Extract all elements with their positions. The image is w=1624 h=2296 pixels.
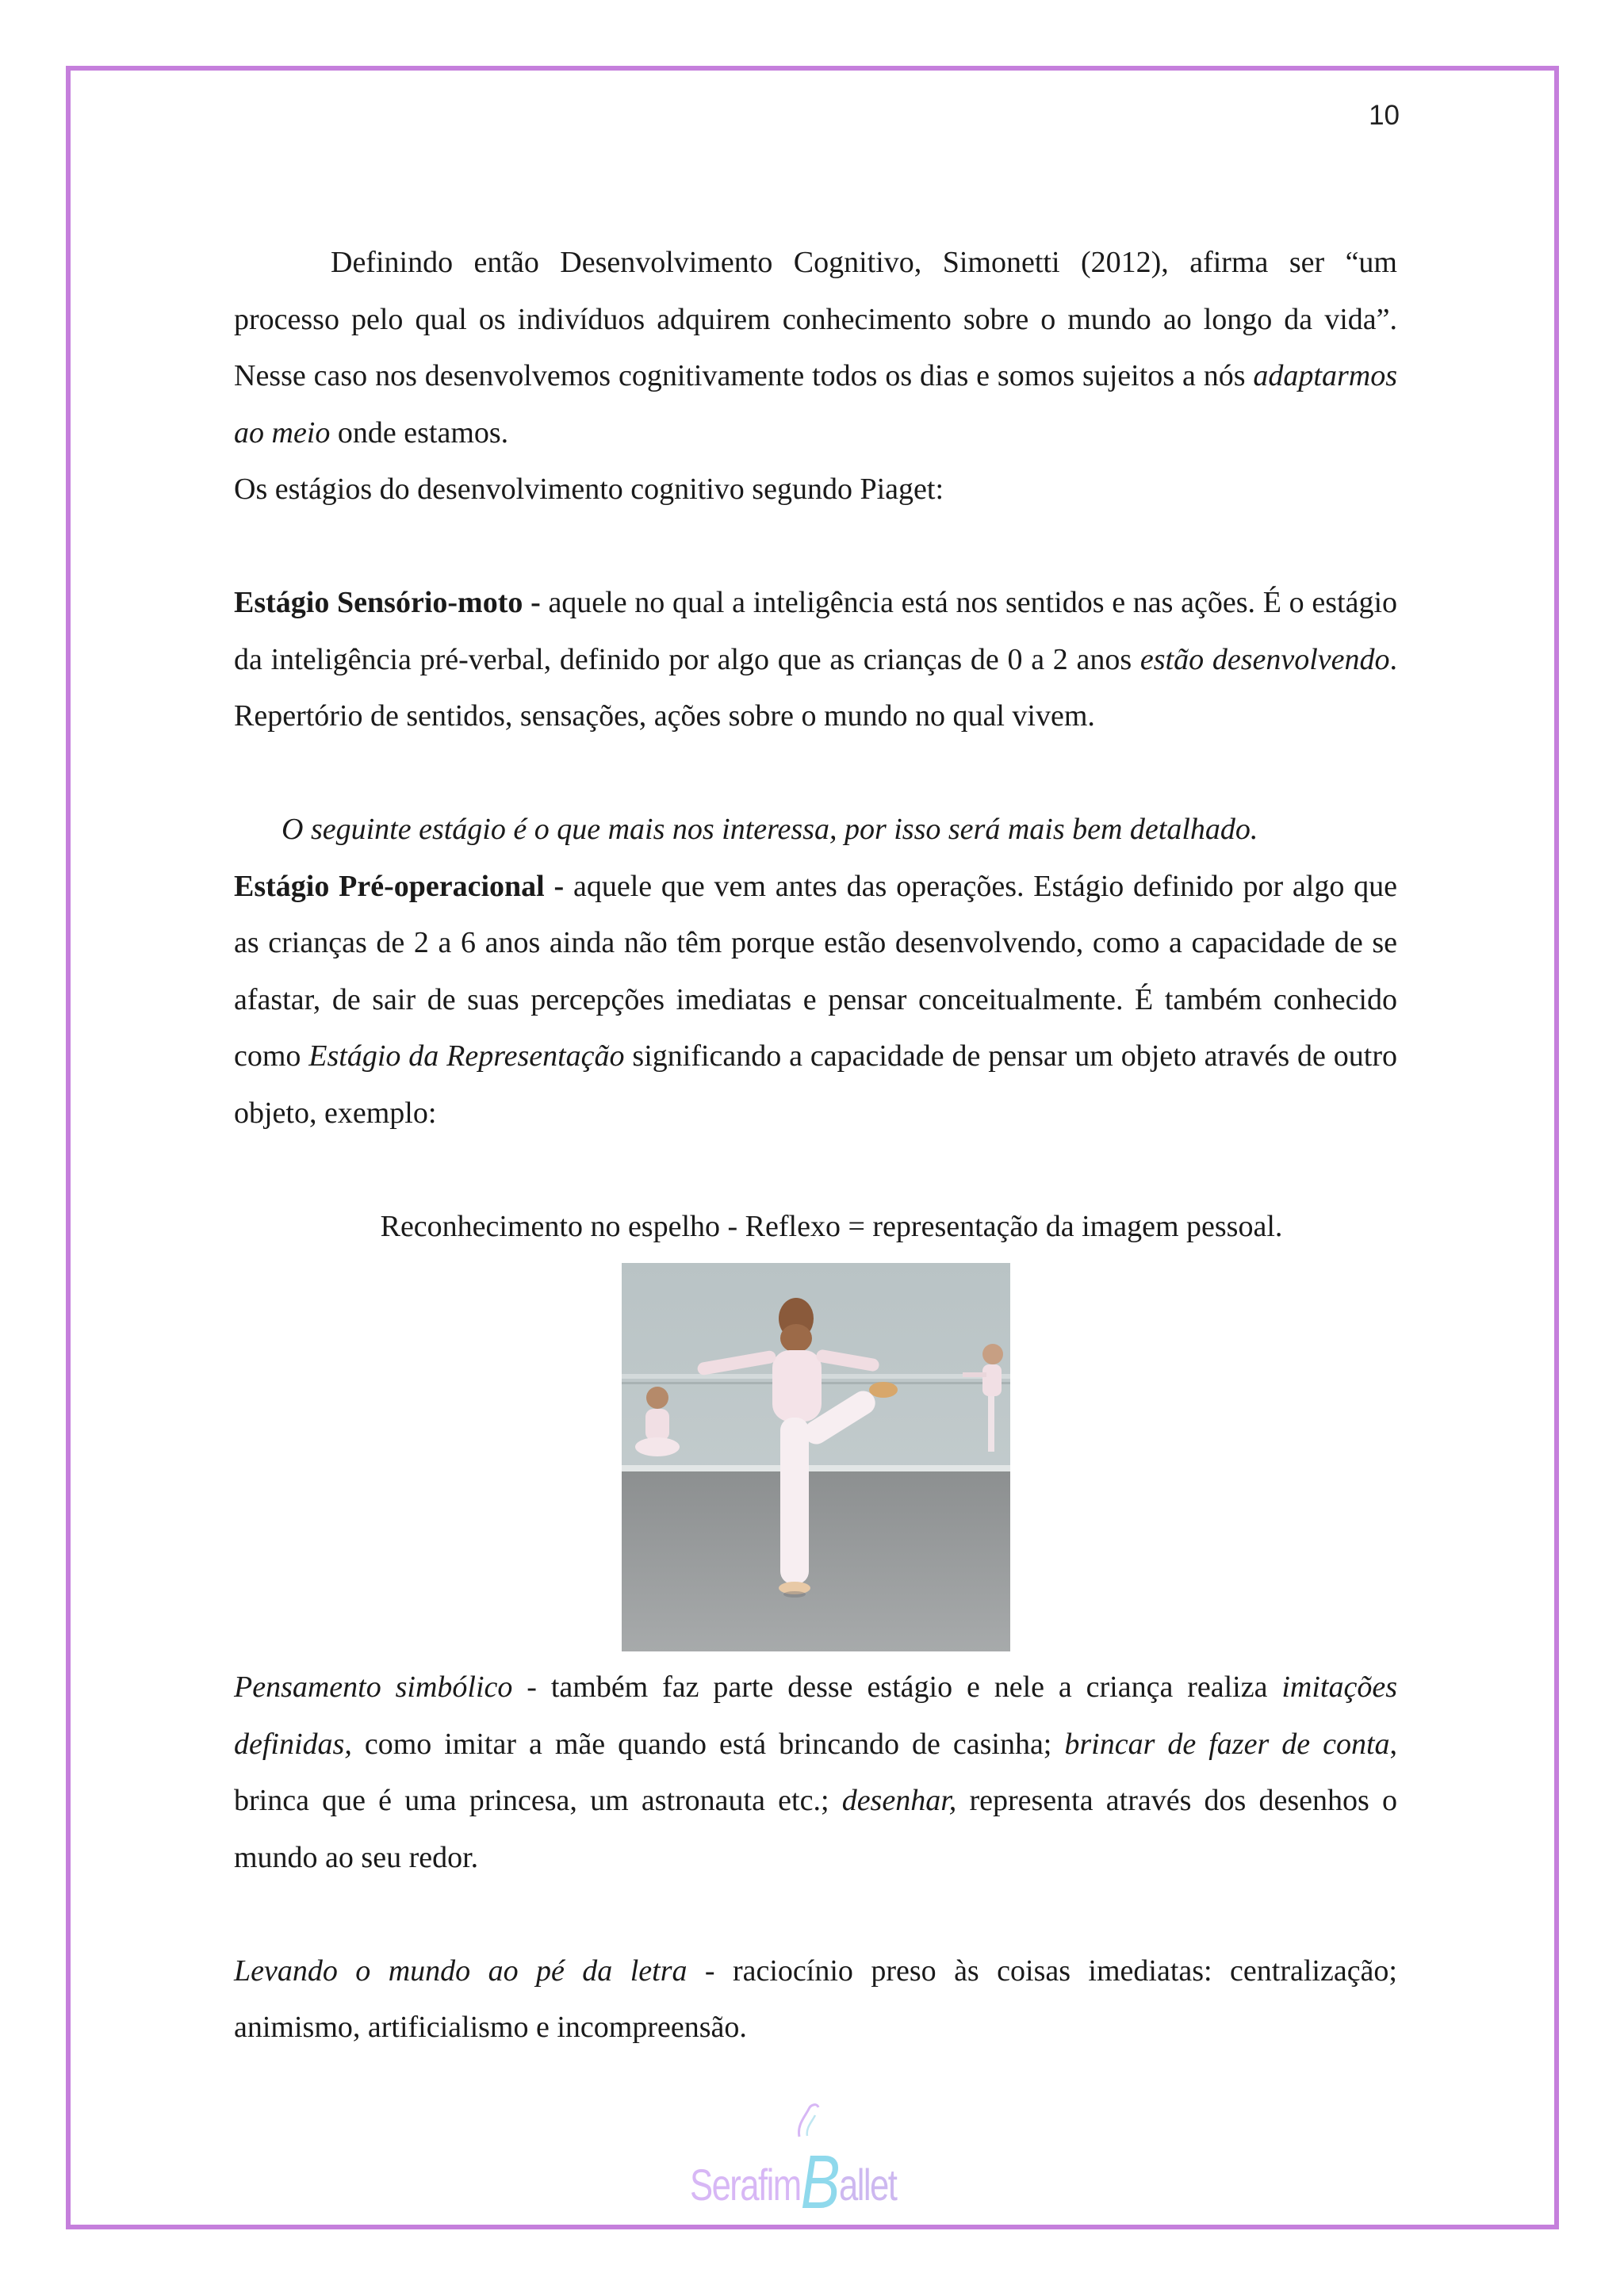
logo-text <box>690 2131 897 2225</box>
stage-text: aquele no qual a inteligência está nos sentidos e nas ações. É o estágio da inteligência pré-verbal, definido por algo que as crianças de 0 a 2 anos <box>234 586 1397 676</box>
symbolic-italic-2: imitações definidas, <box>234 1670 1397 1761</box>
symbolic-text-3: , brinca que é uma princesa, um astronauta etc.; <box>234 1727 1398 1817</box>
ballet-mirror-photo <box>622 1263 1010 1651</box>
stage-text: aquele que vem antes das operações. Estágio definido por algo que as crianças de 2 a 6 anos ainda não têm porque estão desenvolvendo, como a capacidade de se afastar, de sair de suas percepções imediatas e pensar conceitualmente. É também conhecido como <box>234 869 1397 1073</box>
symbolic-italic-3: brincar de fazer de conta <box>1064 1727 1390 1761</box>
serafim-ballet-logo <box>690 2101 944 2225</box>
stages-intro: Os estágios do desenvolvimento cognitivo segundo Piaget: <box>234 473 944 506</box>
stage-tail: . Repertório de sentidos, sensações, ações sobre o mundo no qual vivem. <box>234 642 1397 733</box>
literal-world <box>234 1943 1397 2057</box>
stage-title: Estágio Sensório-moto - <box>234 586 541 619</box>
logo-part2: allet <box>838 2160 897 2210</box>
paragraph-italic: adaptarmos ao meio <box>234 359 1397 450</box>
stage-title: Estágio Pré-operacional - <box>234 869 565 903</box>
document-body <box>234 235 1397 2057</box>
symbolic-text-2: como imitar a mãe quando está brincando de casinha; <box>351 1727 1065 1761</box>
symbolic-italic-4: desenhar, <box>841 1784 957 1817</box>
logo-part1: Serafim <box>690 2160 801 2210</box>
stage-sensorimotor <box>234 575 1397 745</box>
stage-tail: significando a capacidade de pensar um objeto através de outro objeto, exemplo: <box>234 1039 1397 1130</box>
paragraph-tail: onde estamos. <box>330 415 509 450</box>
stage-italic: estão desenvolvendo <box>1139 642 1390 676</box>
stage-italic: Estágio da Representação <box>308 1039 625 1073</box>
mirror-example: Reconhecimento no espelho - Reflexo = representação da imagem pessoal. <box>380 1209 1283 1243</box>
stage-preoperational <box>234 859 1397 1142</box>
literal-italic: Levando o mundo ao pé da letra <box>234 1954 688 1988</box>
paragraph-text: Definindo então Desenvolvimento Cognitivo, Simonetti (2012), afirma ser “um processo pelo qual os indivíduos adquirem conhecimento sobre o mundo ao longo da vida”. Nesse caso nos desenvolvemos cognitivamente todos os dias e somos sujeitos a nós <box>234 246 1397 392</box>
page-number: 10 <box>1369 100 1400 131</box>
literal-text: - raciocínio preso às coisas imediatas: centralização; animismo, artificialismo e incompreensão. <box>234 1954 1397 2044</box>
logo-b: B <box>800 2140 839 2225</box>
paragraph-cognitive-development <box>234 235 1397 461</box>
symbolic-thinking <box>234 1659 1397 1886</box>
italic-note: O seguinte estágio é o que mais nos interessa, por isso será mais bem detalhado. <box>282 813 1258 846</box>
symbolic-text-4: representa através dos desenhos o mundo ao seu redor. <box>234 1784 1397 1874</box>
symbolic-text-1: - também faz parte desse estágio e nele a criança realiza <box>512 1670 1282 1704</box>
symbolic-italic-1: Pensamento simbólico <box>234 1670 513 1704</box>
